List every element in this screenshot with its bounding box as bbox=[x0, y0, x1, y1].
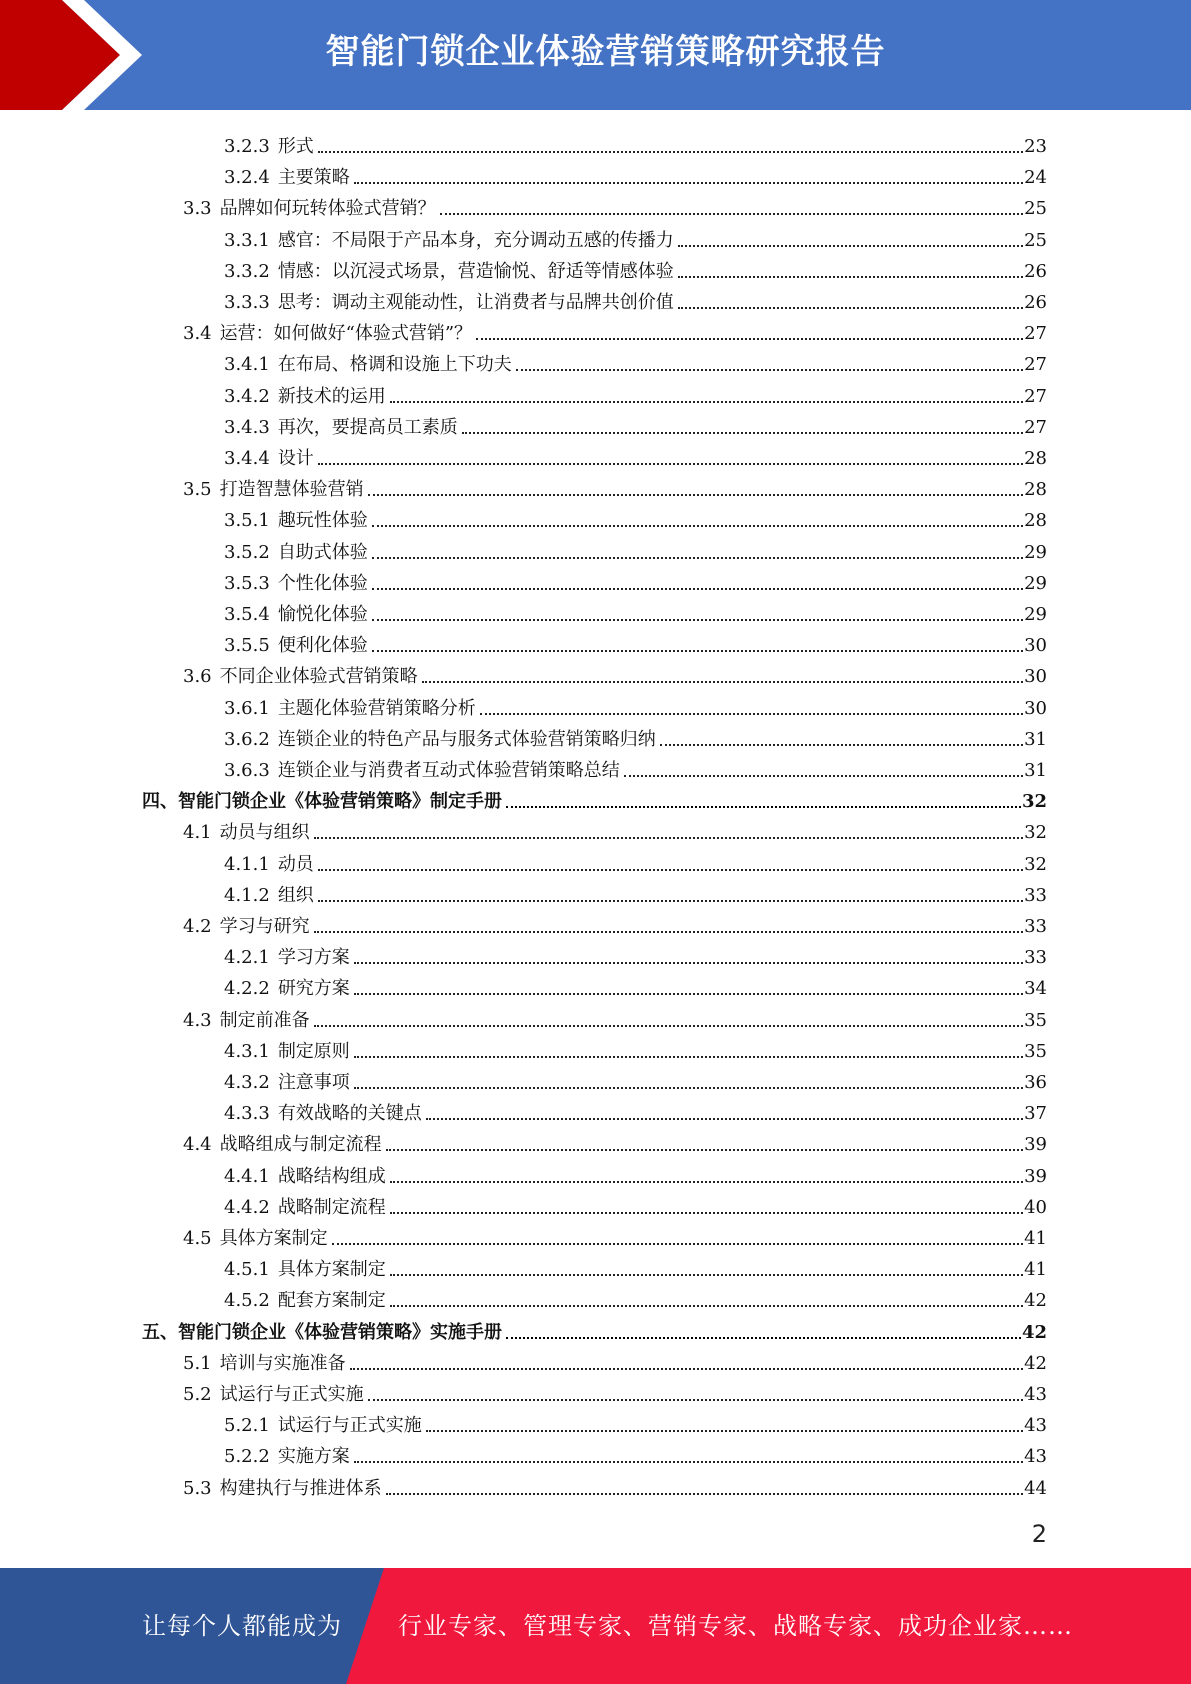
toc-entry-page: 25 bbox=[1024, 229, 1047, 251]
toc-entry[interactable] bbox=[183, 1345, 1047, 1375]
toc-entry[interactable] bbox=[142, 1314, 1047, 1344]
toc-entry-text: 感官：不局限于产品本身，充分调动五感的传播力 bbox=[277, 229, 674, 251]
toc-entry-number: 4.2.1 bbox=[224, 947, 270, 969]
toc-entry-number: 3.3.2 bbox=[224, 260, 270, 282]
toc-entry-text: 试运行与正式实施 bbox=[277, 1415, 422, 1437]
toc-entry-label bbox=[183, 1353, 346, 1375]
toc-entry-number: 4.3 bbox=[183, 1009, 212, 1031]
toc-entry-number: 4.2 bbox=[183, 916, 212, 937]
toc-entry-page: 26 bbox=[1024, 292, 1047, 313]
toc-entry-page: 34 bbox=[1024, 978, 1047, 1000]
toc-entry-text: 在布局、格调和设施上下功夫 bbox=[277, 354, 512, 376]
toc-entry-number: 3.5 bbox=[183, 479, 212, 501]
toc-entry-page: 32 bbox=[1024, 853, 1047, 875]
toc-entry-label bbox=[224, 136, 314, 158]
toc-entry-label bbox=[224, 261, 674, 283]
toc-dot-leader bbox=[372, 557, 1023, 559]
toc-entry-label bbox=[224, 729, 656, 751]
toc-entry-page: 43 bbox=[1024, 1384, 1047, 1405]
toc-entry-page: 42 bbox=[1021, 1321, 1047, 1343]
toc-entry-number: 3.5.3 bbox=[224, 572, 270, 594]
toc-entry-page: 42 bbox=[1024, 1352, 1047, 1374]
toc-dot-leader bbox=[386, 1493, 1023, 1495]
toc-dot-leader bbox=[332, 1243, 1023, 1245]
toc-entry-number: 4.2.2 bbox=[224, 978, 270, 1000]
toc-entry-number: 4.5 bbox=[183, 1228, 212, 1249]
toc-entry[interactable] bbox=[183, 658, 1047, 688]
toc-dot-leader bbox=[624, 775, 1023, 777]
toc-entry-number: 3.2.3 bbox=[224, 136, 270, 157]
toc-entry-text: 思考：调动主观能动性，让消费者与品牌共创价值 bbox=[277, 292, 674, 313]
toc-entry[interactable] bbox=[183, 1220, 1047, 1250]
toc-entry[interactable] bbox=[224, 970, 1047, 1000]
toc-entry-number: 3.4.3 bbox=[224, 416, 270, 438]
toc-entry-number: 3.5.5 bbox=[224, 635, 270, 657]
toc-entry-label bbox=[224, 947, 350, 969]
toc-entry-text: 不同企业体验式营销策略 bbox=[219, 666, 418, 688]
toc-entry-label bbox=[224, 635, 368, 657]
toc-entry-label bbox=[224, 885, 314, 907]
toc-dot-leader bbox=[506, 806, 1021, 808]
toc-entry-page: 41 bbox=[1024, 1228, 1047, 1249]
toc-dot-leader bbox=[480, 713, 1023, 715]
toc-entry-page: 35 bbox=[1024, 1040, 1047, 1062]
toc-dot-leader bbox=[390, 1212, 1023, 1214]
toc-entry-page: 39 bbox=[1024, 1134, 1047, 1156]
toc-entry-text: 个性化体验 bbox=[277, 572, 368, 594]
toc-entry-text: 设计 bbox=[277, 448, 314, 469]
toc-entry[interactable] bbox=[183, 814, 1047, 844]
toc-entry-page: 30 bbox=[1024, 666, 1047, 688]
toc-entry[interactable] bbox=[224, 440, 1047, 470]
toc-entry-label bbox=[224, 1415, 422, 1437]
toc-entry-label bbox=[224, 573, 368, 595]
toc-entry[interactable] bbox=[224, 752, 1047, 782]
toc-dot-leader bbox=[354, 993, 1023, 995]
toc-entry[interactable] bbox=[224, 159, 1047, 189]
toc-entry-label bbox=[224, 760, 620, 782]
toc-entry[interactable] bbox=[224, 1095, 1047, 1125]
toc-entry-page: 24 bbox=[1024, 167, 1047, 189]
toc-dot-leader bbox=[506, 1337, 1021, 1339]
toc-entry-label bbox=[183, 198, 436, 220]
toc-entry-page: 25 bbox=[1024, 198, 1047, 220]
toc-entry-number: 3.5.2 bbox=[224, 541, 270, 563]
toc-entry-number: 3.4.2 bbox=[224, 385, 270, 407]
toc-entry-label bbox=[224, 1446, 350, 1468]
toc-entry[interactable] bbox=[183, 1126, 1047, 1156]
toc-entry-text: 打造智慧体验营销 bbox=[219, 479, 364, 501]
toc-entry-text: 智能门锁企业《体验营销策略》实施手册 bbox=[178, 1321, 502, 1343]
footer-slogan-right: 行业专家、管理专家、营销专家、战略专家、成功企业家…… bbox=[398, 1612, 1073, 1640]
toc-entry-label bbox=[183, 1478, 382, 1500]
toc-dot-leader bbox=[660, 744, 1023, 746]
toc-dot-leader bbox=[314, 1025, 1023, 1027]
toc-dot-leader bbox=[678, 307, 1023, 309]
toc-entry[interactable] bbox=[224, 378, 1047, 408]
toc-entry-text: 趣玩性体验 bbox=[277, 510, 368, 532]
toc-dot-leader bbox=[318, 151, 1023, 153]
toc-entry[interactable] bbox=[224, 284, 1047, 314]
toc-entry-text: 动员与组织 bbox=[219, 822, 310, 844]
toc-entry-number: 3.5.4 bbox=[224, 604, 270, 625]
toc-entry-page: 33 bbox=[1024, 947, 1047, 969]
footer-slogan-left: 让每个人都能成为 bbox=[142, 1612, 342, 1640]
toc-entry-number: 3.4.1 bbox=[224, 354, 270, 376]
toc-entry-page: 32 bbox=[1024, 822, 1047, 844]
toc-entry[interactable] bbox=[183, 1470, 1047, 1500]
toc-entry-page: 35 bbox=[1024, 1009, 1047, 1031]
toc-entry-number: 3.3.3 bbox=[224, 292, 270, 313]
toc-entry-page: 29 bbox=[1024, 572, 1047, 594]
toc-entry-text: 战略结构组成 bbox=[277, 1165, 386, 1187]
toc-dot-leader bbox=[426, 1430, 1023, 1432]
toc-entry-text: 具体方案制定 bbox=[277, 1259, 386, 1281]
toc-dot-leader bbox=[350, 1368, 1023, 1370]
toc-entry[interactable] bbox=[224, 502, 1047, 532]
toc-entry-number: 四、 bbox=[142, 791, 178, 813]
toc-entry-number: 4.5.2 bbox=[224, 1290, 270, 1312]
toc-dot-leader bbox=[516, 369, 1023, 371]
toc-entry-number: 3.6.3 bbox=[224, 760, 270, 781]
toc-entry-page: 28 bbox=[1024, 479, 1047, 501]
toc-entry[interactable] bbox=[224, 1189, 1047, 1219]
toc-entry[interactable] bbox=[224, 222, 1047, 252]
toc-entry-number: 4.1.2 bbox=[224, 884, 270, 906]
toc-entry-number: 4.4.2 bbox=[224, 1196, 270, 1218]
toc-entry-page: 27 bbox=[1024, 416, 1047, 438]
toc-entry[interactable] bbox=[183, 315, 1047, 345]
toc-entry-text: 动员 bbox=[277, 853, 314, 875]
toc-entry-label bbox=[224, 1259, 386, 1281]
toc-entry-label bbox=[183, 1010, 310, 1032]
toc-entry-text: 主题化体验营销策略分析 bbox=[277, 697, 476, 719]
toc-entry-label bbox=[183, 323, 472, 345]
toc-entry-text: 制定前准备 bbox=[219, 1009, 310, 1031]
toc-entry-label bbox=[224, 1166, 386, 1188]
toc-entry-number: 3.5.1 bbox=[224, 510, 270, 532]
toc-dot-leader bbox=[372, 525, 1023, 527]
toc-entry-text: 实施方案 bbox=[277, 1446, 350, 1468]
toc-dot-leader bbox=[314, 931, 1023, 933]
toc-entry-label bbox=[183, 916, 310, 938]
toc-entry[interactable] bbox=[224, 1407, 1047, 1437]
toc-entry[interactable] bbox=[224, 846, 1047, 876]
toc-entry-page: 23 bbox=[1024, 136, 1047, 157]
toc-entry-text: 学习与研究 bbox=[219, 916, 310, 937]
toc-entry[interactable] bbox=[224, 534, 1047, 564]
toc-dot-leader bbox=[390, 1305, 1023, 1307]
toc-entry-page: 29 bbox=[1024, 604, 1047, 625]
toc-entry[interactable] bbox=[183, 908, 1047, 938]
toc-entry-number: 3.3.1 bbox=[224, 229, 270, 251]
toc-dot-leader bbox=[678, 276, 1023, 278]
toc-dot-leader bbox=[318, 463, 1023, 465]
toc-entry-label bbox=[224, 1290, 386, 1312]
toc-entry-text: 便利化体验 bbox=[277, 635, 368, 657]
toc-entry-number: 5.2 bbox=[183, 1384, 212, 1405]
toc-entry-number: 3.4 bbox=[183, 323, 212, 345]
toc-entry-number: 3.3 bbox=[183, 198, 212, 220]
toc-entry-label bbox=[224, 417, 458, 439]
toc-entry-text: 品牌如何玩转体验式营销？ bbox=[219, 198, 436, 220]
toc-entry-number: 4.1.1 bbox=[224, 853, 270, 875]
toc-entry[interactable] bbox=[224, 565, 1047, 595]
toc-entry-page: 28 bbox=[1024, 510, 1047, 532]
toc-entry-number: 5.2.1 bbox=[224, 1415, 270, 1437]
toc-entry[interactable] bbox=[224, 1033, 1047, 1063]
toc-entry-text: 战略制定流程 bbox=[277, 1196, 386, 1218]
toc-dot-leader bbox=[372, 588, 1023, 590]
page-number: 2 bbox=[1031, 1520, 1047, 1548]
toc-entry[interactable] bbox=[224, 1158, 1047, 1188]
toc-entry-text: 情感：以沉浸式场景，营造愉悦、舒适等情感体验 bbox=[277, 260, 674, 282]
toc-entry-label bbox=[183, 1228, 328, 1250]
toc-entry[interactable] bbox=[224, 1282, 1047, 1312]
toc-entry-number: 3.6.2 bbox=[224, 728, 270, 750]
toc-entry[interactable] bbox=[183, 1376, 1047, 1406]
toc-dot-leader bbox=[678, 245, 1023, 247]
toc-entry-page: 30 bbox=[1024, 635, 1047, 657]
toc-entry-page: 27 bbox=[1024, 323, 1047, 345]
page-header bbox=[0, 0, 1191, 110]
toc-entry-text: 培训与实施准备 bbox=[219, 1352, 346, 1374]
toc-entry[interactable] bbox=[224, 346, 1047, 376]
toc-entry[interactable] bbox=[224, 253, 1047, 283]
toc-entry-page: 28 bbox=[1024, 448, 1047, 469]
toc-dot-leader bbox=[426, 1118, 1023, 1120]
toc-entry[interactable] bbox=[224, 596, 1047, 626]
toc-entry-text: 配套方案制定 bbox=[277, 1290, 386, 1312]
toc-entry[interactable] bbox=[224, 877, 1047, 907]
toc-dot-leader bbox=[318, 900, 1023, 902]
toc-dot-leader bbox=[354, 182, 1023, 184]
toc-entry-number: 4.4.1 bbox=[224, 1165, 270, 1187]
toc-entry-label bbox=[224, 854, 314, 876]
toc-entry-page: 44 bbox=[1024, 1477, 1047, 1499]
toc-entry-page: 40 bbox=[1024, 1196, 1047, 1218]
toc-entry-page: 26 bbox=[1024, 260, 1047, 282]
toc-entry-page: 30 bbox=[1024, 697, 1047, 719]
toc-entry-page: 41 bbox=[1024, 1259, 1047, 1281]
toc-entry-label bbox=[183, 479, 364, 501]
toc-dot-leader bbox=[390, 1274, 1023, 1276]
toc-entry-text: 有效战略的关键点 bbox=[277, 1103, 422, 1125]
toc-entry-label bbox=[224, 978, 350, 1000]
toc-entry-page: 37 bbox=[1024, 1103, 1047, 1125]
toc-entry-text: 构建执行与推进体系 bbox=[219, 1477, 382, 1499]
toc-entry-label bbox=[142, 1322, 502, 1344]
toc-dot-leader bbox=[354, 1461, 1023, 1463]
toc-entry-text: 愉悦化体验 bbox=[277, 604, 368, 625]
toc-entry-number: 5.1 bbox=[183, 1352, 212, 1374]
toc-entry-number: 3.6 bbox=[183, 666, 212, 688]
toc-entry-text: 组织 bbox=[277, 884, 314, 906]
toc-dot-leader bbox=[422, 681, 1023, 683]
toc-entry[interactable] bbox=[224, 690, 1047, 720]
toc-entry-label bbox=[224, 510, 368, 532]
toc-entry-number: 4.1 bbox=[183, 822, 212, 844]
toc-entry-label bbox=[224, 698, 476, 720]
toc-entry[interactable] bbox=[183, 471, 1047, 501]
toc-entry-page: 31 bbox=[1024, 728, 1047, 750]
toc-entry[interactable] bbox=[183, 190, 1047, 220]
page-footer bbox=[0, 1568, 1191, 1684]
toc-entry-number: 4.3.3 bbox=[224, 1103, 270, 1125]
toc-entry[interactable] bbox=[224, 721, 1047, 751]
toc-entry-text: 主要策略 bbox=[277, 167, 350, 189]
toc-entry-label bbox=[224, 448, 314, 470]
toc-entry-label bbox=[224, 1072, 350, 1094]
toc-entry-text: 试运行与正式实施 bbox=[219, 1384, 364, 1405]
toc-entry-text: 新技术的运用 bbox=[277, 385, 386, 407]
toc-dot-leader bbox=[314, 837, 1023, 839]
toc-entry-text: 形式 bbox=[277, 136, 314, 157]
toc-entry-label bbox=[224, 1041, 350, 1063]
toc-entry-page: 27 bbox=[1024, 354, 1047, 376]
toc-entry-label bbox=[142, 791, 502, 813]
toc-entry[interactable] bbox=[224, 1251, 1047, 1281]
toc-entry-text: 注意事项 bbox=[277, 1072, 350, 1093]
toc-entry[interactable] bbox=[224, 409, 1047, 439]
toc-entry-text: 智能门锁企业《体验营销策略》制定手册 bbox=[178, 791, 502, 813]
toc-entry-label bbox=[224, 1197, 386, 1219]
toc-entry-text: 运营：如何做好“体验式营销”？ bbox=[219, 323, 473, 345]
toc-entry-text: 自助式体验 bbox=[277, 541, 368, 563]
toc-entry-label bbox=[224, 386, 386, 408]
toc-dot-leader bbox=[368, 494, 1023, 496]
toc-entry-label bbox=[224, 542, 368, 564]
toc-entry-label bbox=[183, 1384, 364, 1406]
toc-dot-leader bbox=[354, 962, 1023, 964]
toc-entry-text: 研究方案 bbox=[277, 978, 350, 1000]
toc-dot-leader bbox=[386, 1149, 1023, 1151]
toc-entry-number: 5.2.2 bbox=[224, 1446, 270, 1468]
toc-entry[interactable] bbox=[183, 1002, 1047, 1032]
toc-dot-leader bbox=[372, 619, 1023, 621]
toc-entry-page: 36 bbox=[1024, 1072, 1047, 1093]
toc-entry-page: 33 bbox=[1024, 916, 1047, 937]
toc-entry-number: 4.5.1 bbox=[224, 1259, 270, 1281]
toc-entry-text: 连锁企业与消费者互动式体验营销策略总结 bbox=[277, 760, 620, 781]
toc-entry-number: 五、 bbox=[142, 1321, 178, 1343]
toc-entry-number: 4.3.2 bbox=[224, 1072, 270, 1093]
toc-entry-label bbox=[183, 822, 310, 844]
toc-entry-page: 43 bbox=[1024, 1446, 1047, 1468]
toc-dot-leader bbox=[368, 1399, 1023, 1401]
toc-entry-label bbox=[224, 292, 674, 314]
toc-dot-leader bbox=[318, 869, 1023, 871]
toc-entry-label bbox=[224, 1103, 422, 1125]
toc-entry-number: 4.3.1 bbox=[224, 1040, 270, 1062]
toc-entry-page: 33 bbox=[1024, 884, 1047, 906]
toc-entry-label bbox=[183, 666, 418, 688]
report-title: 智能门锁企业体验营销策略研究报告 bbox=[325, 32, 886, 72]
toc-entry-text: 学习方案 bbox=[277, 947, 350, 969]
toc-entry[interactable] bbox=[224, 627, 1047, 657]
toc-dot-leader bbox=[476, 338, 1023, 340]
toc-entry[interactable] bbox=[142, 783, 1047, 813]
toc-entry-page: 31 bbox=[1024, 760, 1047, 781]
toc-entry[interactable] bbox=[224, 1438, 1047, 1468]
toc-entry-label bbox=[224, 604, 368, 626]
toc-dot-leader bbox=[440, 213, 1023, 215]
toc-entry-number: 3.4.4 bbox=[224, 448, 270, 469]
toc-entry-label bbox=[224, 354, 512, 376]
toc-dot-leader bbox=[462, 432, 1023, 434]
toc-dot-leader bbox=[372, 650, 1023, 652]
toc-entry-label bbox=[183, 1134, 382, 1156]
toc-dot-leader bbox=[390, 1181, 1023, 1183]
toc-entry-text: 制定原则 bbox=[277, 1040, 350, 1062]
toc-entry-number: 5.3 bbox=[183, 1477, 212, 1499]
toc-entry-page: 42 bbox=[1024, 1290, 1047, 1312]
toc-entry-number: 3.6.1 bbox=[224, 697, 270, 719]
toc-entry-number: 4.4 bbox=[183, 1134, 212, 1156]
toc-entry-text: 具体方案制定 bbox=[219, 1228, 328, 1249]
toc-entry[interactable] bbox=[224, 128, 1047, 158]
toc-dot-leader bbox=[354, 1056, 1023, 1058]
toc-entry-page: 39 bbox=[1024, 1165, 1047, 1187]
toc-entry-page: 27 bbox=[1024, 385, 1047, 407]
toc-entry[interactable] bbox=[224, 939, 1047, 969]
toc-entry-text: 再次，要提高员工素质 bbox=[277, 416, 458, 438]
toc-entry-number: 3.2.4 bbox=[224, 167, 270, 189]
toc-entry-label bbox=[224, 167, 350, 189]
toc-entry-label bbox=[224, 230, 674, 252]
toc-entry-page: 32 bbox=[1021, 791, 1047, 813]
toc-dot-leader bbox=[390, 401, 1023, 403]
toc-entry-page: 43 bbox=[1024, 1415, 1047, 1437]
toc-entry[interactable] bbox=[224, 1064, 1047, 1094]
toc-entry-text: 战略组成与制定流程 bbox=[219, 1134, 382, 1156]
toc-dot-leader bbox=[354, 1087, 1023, 1089]
toc-entry-text: 连锁企业的特色产品与服务式体验营销策略归纳 bbox=[277, 728, 656, 750]
toc-entry-page: 29 bbox=[1024, 541, 1047, 563]
